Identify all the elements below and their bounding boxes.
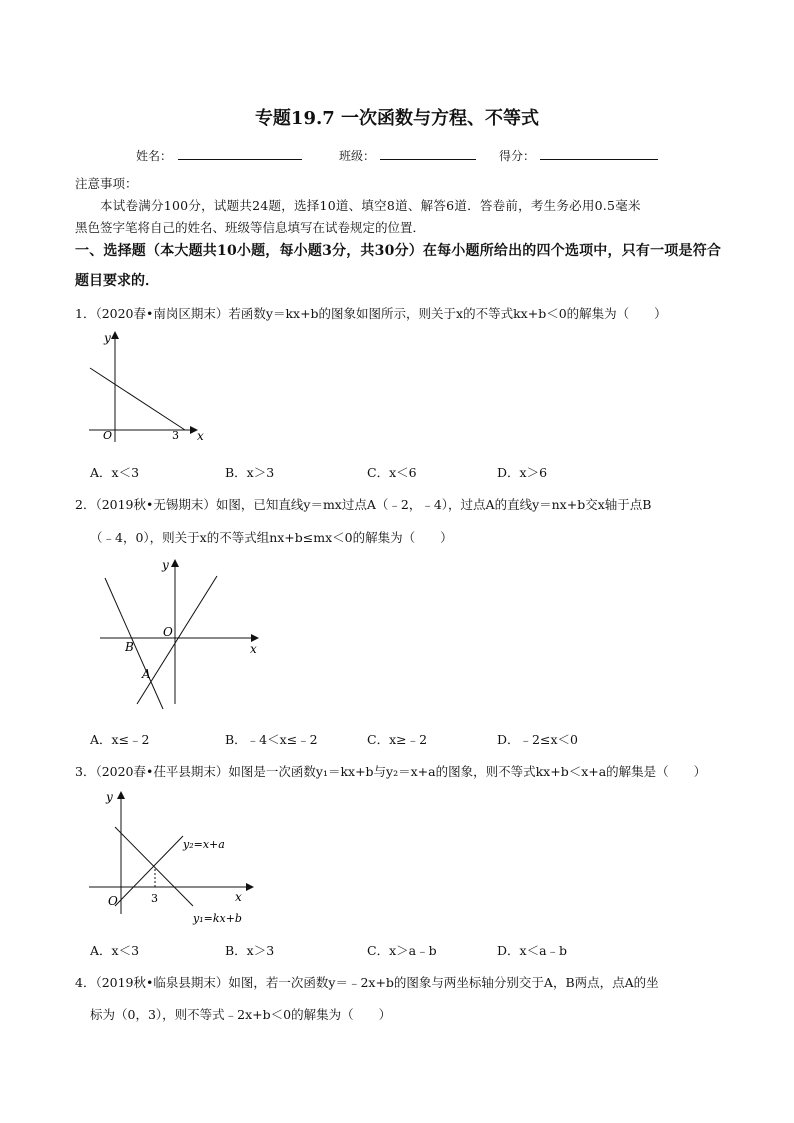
- question-3-text: 3．（2020春•茌平县期末）如图是一次函数y₁＝kx+b与y₂＝x+a的图象，则不等式kx+b＜x+a的解集是（ ）: [75, 764, 707, 779]
- q1-y-label: y: [104, 331, 111, 345]
- question-2-graph: [95, 554, 270, 714]
- q2-option-a[interactable]: A．x≤﹣2: [90, 732, 150, 747]
- notice-line-2: 黑色签字笔将自己的姓名、班级等信息填写在试卷规定的位置．: [75, 220, 426, 235]
- q1-option-b[interactable]: B．x＞3: [225, 465, 275, 480]
- question-4-text-line-2: 标为（0，3），则不等式﹣2x+b＜0的解集为（ ）: [90, 1007, 392, 1022]
- section-1-line-1: 一、选择题（本大题共10小题，每小题3分，共30分）在每小题所给出的四个选项中，只有一项是符合: [75, 243, 722, 259]
- notice-line-1: 本试卷满分100分，试题共24题，选择10道、填空8道、解答6道．答卷前，考生务必用0.5毫米: [100, 198, 641, 213]
- class-field[interactable]: [380, 146, 476, 160]
- q3-tick-3: 3: [151, 892, 158, 905]
- q3-option-d[interactable]: D．x＜a﹣b: [497, 943, 568, 958]
- q3-option-c[interactable]: C．x＞a﹣b: [367, 943, 437, 958]
- q1-option-c[interactable]: C．x＜6: [367, 465, 417, 480]
- q1-x-label: x: [197, 429, 204, 443]
- section-1-line-2: 题目要求的．: [75, 273, 159, 289]
- page-title: 专题19.7 一次函数与方程、不等式: [254, 108, 540, 129]
- q2-point-a-label: A: [142, 667, 151, 681]
- score-field[interactable]: [540, 146, 658, 160]
- question-2-text-line-1: 2．（2019秋•无锡期末）如图，已知直线y＝mx过点A（﹣2，﹣4），过点A的直线y＝nx+b交x轴于点B: [75, 497, 652, 512]
- question-1-text: 1．（2020春•南岗区期末）若函数y＝kx+b的图象如图所示，则关于x的不等式kx+b＜0的解集为（ ）: [75, 306, 667, 321]
- q3-origin-label: O: [108, 894, 118, 908]
- q3-label-y1: y₁=kx+b: [193, 912, 242, 925]
- question-4-text-line-1: 4．（2019秋•临泉县期末）如图，若一次函数y＝﹣2x+b的图象与两坐标轴分别交于A，B两点，点A的坐: [75, 975, 659, 990]
- q2-x-label: x: [250, 642, 257, 656]
- q1-option-d[interactable]: D．x＞6: [497, 465, 548, 480]
- q3-option-b[interactable]: B．x＞3: [225, 943, 275, 958]
- q1-origin-label: O: [103, 429, 113, 442]
- question-2-text-line-2: （﹣4，0），则关于x的不等式组nx+b≤mx＜0的解集为（ ）: [90, 530, 453, 545]
- q3-label-y2: y₂=x+a: [183, 838, 225, 851]
- q3-line-y2: [115, 836, 183, 906]
- question-1-graph: [85, 326, 215, 446]
- q3-y-label: y: [106, 790, 113, 804]
- q2-point-b-label: B: [125, 640, 134, 654]
- name-label: 姓名：: [136, 149, 173, 163]
- notice-heading: 注意事项：: [75, 176, 138, 191]
- q1-option-a[interactable]: A．x＜3: [90, 465, 140, 480]
- question-3-graph: [85, 784, 260, 934]
- q3-option-a[interactable]: A．x＜3: [90, 943, 140, 958]
- q2-origin-label: O: [163, 625, 173, 639]
- q1-tick-3: 3: [172, 429, 179, 442]
- name-field[interactable]: [178, 146, 302, 160]
- q1-line-kx-b: [90, 368, 185, 430]
- score-label: 得分：: [499, 149, 536, 163]
- q2-line-mx: [137, 576, 217, 704]
- q2-option-c[interactable]: C．x≥﹣2: [367, 732, 428, 747]
- q2-y-label: y: [162, 558, 169, 572]
- q2-option-d[interactable]: D．﹣2≤x＜0: [497, 732, 578, 747]
- class-label: 班级：: [339, 149, 376, 163]
- q3-x-label: x: [235, 890, 242, 904]
- q2-option-b[interactable]: B．﹣4＜x≤﹣2: [225, 732, 318, 747]
- q2-line-nx-b: [105, 578, 163, 709]
